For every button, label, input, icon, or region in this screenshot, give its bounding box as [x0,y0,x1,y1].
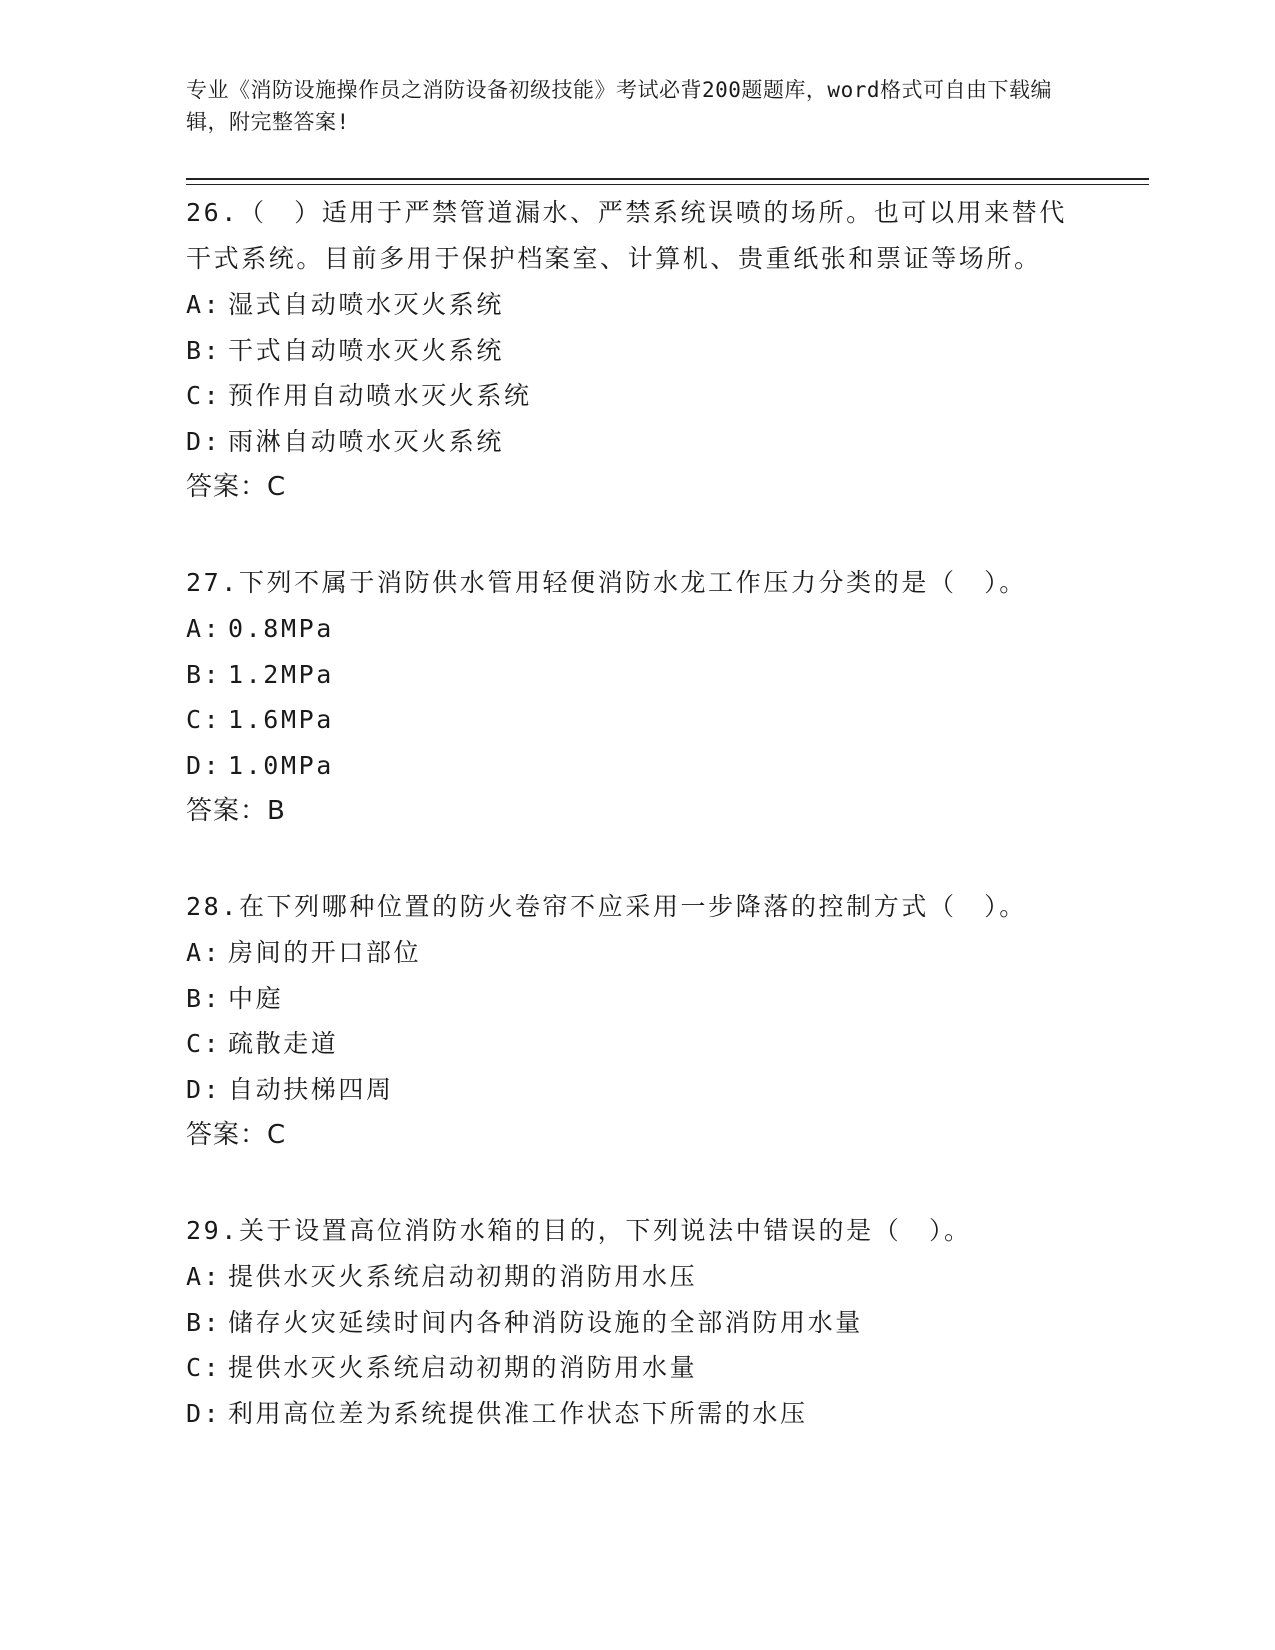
option-c [186,1021,1086,1067]
option-a [186,282,1086,328]
option-text: 疏散走道 [228,1029,339,1058]
option-a [186,606,1086,652]
option-c [186,1345,1086,1391]
option-text: 中庭 [228,983,284,1013]
question-28 [186,884,1086,1158]
option-letter: D: [186,426,222,456]
option-letter: A: [186,938,222,967]
option-text: 1.2MPa [228,659,334,689]
option-text: 1.6MPa [228,705,334,734]
option-text: 自动扶梯四周 [228,1074,394,1104]
question-list [186,190,1086,1486]
option-letter: A: [186,1262,222,1291]
option-letter: B: [186,983,222,1013]
document-header: 专业《消防设施操作员之消防设备初级技能》考试必背200题题库，word格式可自由下载编辑，附完整答案! [186,78,1052,134]
question-stem: 29.关于设置高位消防水箱的目的，下列说法中错误的是（ ）。 [186,1216,972,1245]
option-text: 储存火灾延续时间内各种消防设施的全部消防用水量 [228,1307,863,1337]
option-c [186,373,1086,419]
option-b [186,976,1086,1022]
option-b [186,328,1086,374]
option-text: 提供水灭火系统启动初期的消防用水量 [228,1353,698,1382]
option-letter: A: [186,614,222,643]
option-text: 房间的开口部位 [228,938,422,967]
option-b [186,1300,1086,1346]
question-stem: 26.（ ）适用于严禁管道漏水、严禁系统误喷的场所。也可以用来替代干式系统。目前多用于保护档案室、计算机、贵重纸张和票证等场所。 [186,198,1067,273]
option-text: 利用高位差为系统提供准工作状态下所需的水压 [228,1398,808,1428]
option-d [186,743,1086,789]
option-text: 1.0MPa [228,750,334,780]
option-letter: C: [186,381,222,410]
option-text: 0.8MPa [228,614,334,643]
option-d [186,1067,1086,1113]
option-d [186,419,1086,465]
option-text: 湿式自动喷水灭火系统 [228,290,505,319]
header-divider [186,178,1149,180]
option-letter: D: [186,1074,222,1104]
option-a [186,1254,1086,1300]
option-text: 干式自动喷水灭火系统 [228,335,505,365]
option-letter: B: [186,335,222,365]
question-27 [186,560,1086,834]
question-stem: 27.下列不属于消防供水管用轻便消防水龙工作压力分类的是（ ）。 [186,568,1027,597]
question-29 [186,1208,1086,1436]
option-d [186,1391,1086,1437]
option-letter: B: [186,1307,222,1337]
answer-line: 答案：B [186,796,286,826]
option-letter: C: [186,1353,222,1382]
option-b [186,652,1086,698]
option-text: 预作用自动喷水灭火系统 [228,381,532,410]
option-letter: B: [186,659,222,689]
option-letter: D: [186,750,222,780]
answer-line: 答案：C [186,472,287,502]
option-text: 提供水灭火系统启动初期的消防用水压 [228,1262,698,1291]
question-26 [186,190,1086,510]
answer-line: 答案：C [186,1120,287,1150]
question-stem: 28.在下列哪种位置的防火卷帘不应采用一步降落的控制方式（ ）。 [186,892,1027,921]
option-letter: D: [186,1398,222,1428]
option-c [186,697,1086,743]
option-a [186,930,1086,976]
option-letter: A: [186,290,222,319]
header-divider-thin [186,184,1149,185]
option-text: 雨淋自动喷水灭火系统 [228,426,505,456]
option-letter: C: [186,705,222,734]
option-letter: C: [186,1029,222,1058]
